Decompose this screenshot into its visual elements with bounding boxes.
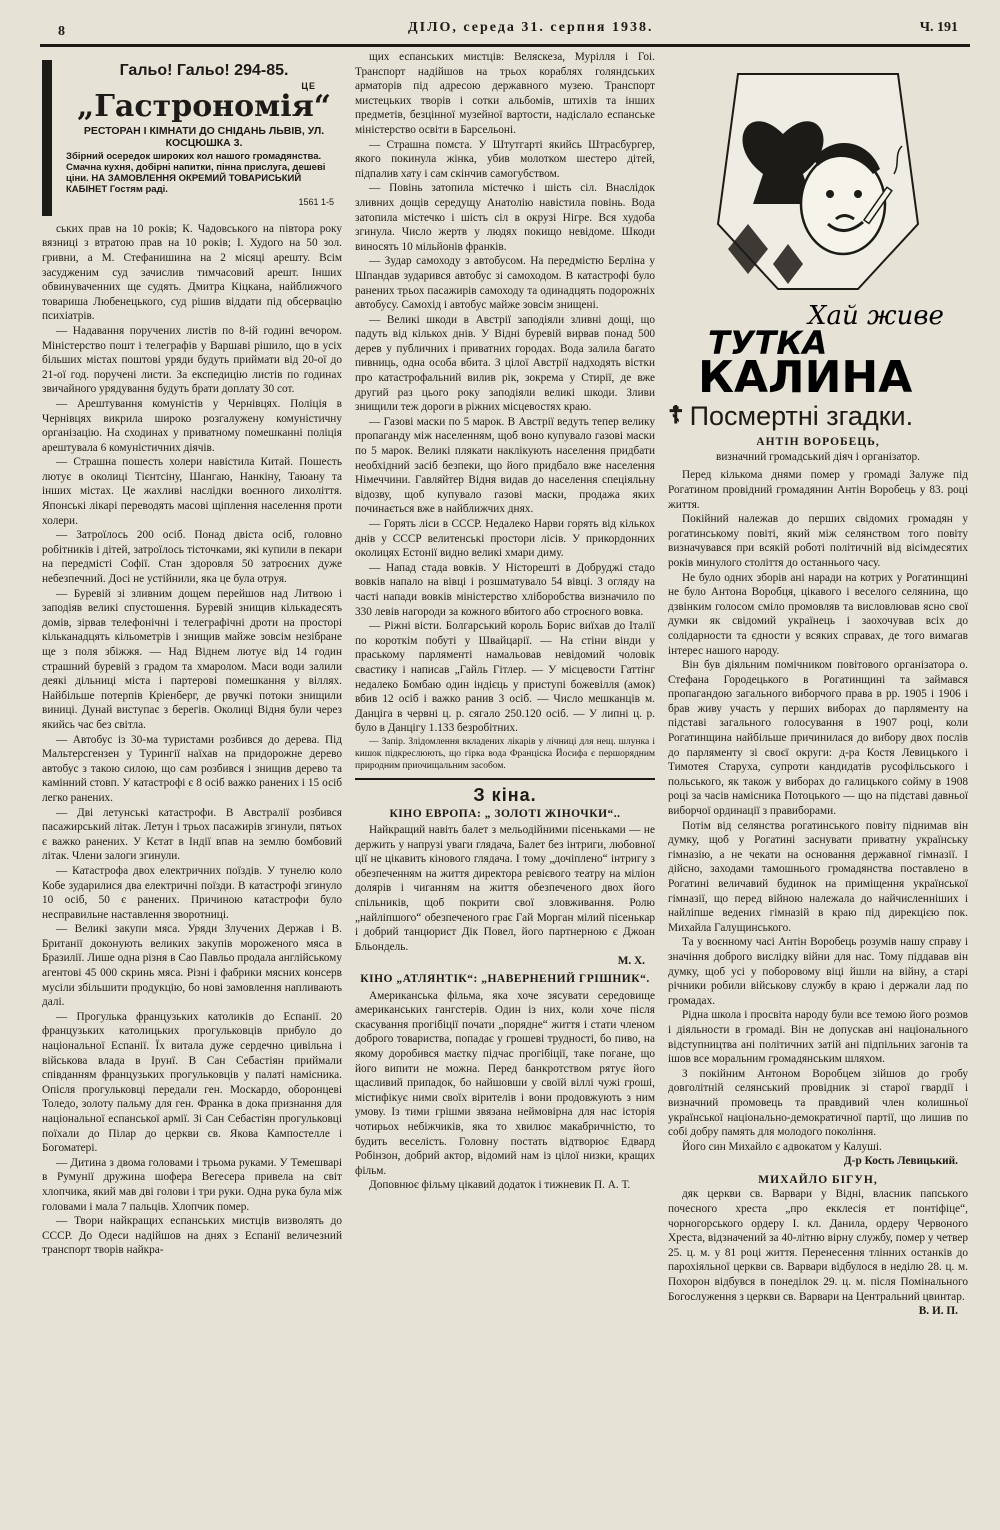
ad-ce: ЦЕ [301, 80, 316, 91]
film2-title: КІНО „АТЛЯНТІК“: „НАВЕРНЕНИЙ ГРІШНИК“. [360, 973, 650, 986]
issue-number: Ч. 191 [919, 20, 958, 35]
page-header [40, 18, 970, 47]
poster-slogan: Хай живе [808, 301, 944, 331]
article: — Повінь затопила містечко і шість сіл. Внаслідок зливних дощів середущу Анатолію навістила повінь. Вода затопила містечко і шість сіл в окрузі Нігре. Вся худоба згинула. Число жертв у людях покищо невідоме. Шкоди виносять 10 мільйонів франків. [355, 182, 655, 253]
film1-title: КІНО ЕВРОПА: „ ЗОЛОТІ ЖІНОЧКИ“.. [389, 807, 621, 820]
article: — Ріжні вісти. Болгарський король Борис виїхав до Італії по короткім побуті у Швайцарії. — На стіни вінди у праському парляменті намальовав невідомий чоловік свастику і написав „Гайль Гітлер. — У місцевости Гаттінг недалеко Бомбаю один індієць у приступі божевілля (амок) вбив 12 осіб і важко ранив 3 осіб. — Число мешканців м. Данціга в червні ц. р. сягало 250.120 осіб. — У липні ц. р. було в Данцігу 1.133 безробітних. [355, 620, 655, 735]
column-1 [42, 50, 342, 1258]
section-divider [355, 778, 655, 780]
article: — Зудар самоходу з автобусом. На передмістю Берліна у Шпандав зударився автобус зі самоходом. В катастрофі було ранених трьох пасажирів самоходу та одинадцять подорожніх автобусу. Самохід і автобус майже зовсім знищені. [355, 255, 655, 312]
article: — Напад стада вовків. У Ністорешті в Добруджі стадо вовків напало на вівці і розшматувало 54 вівці. З огляду на часті напади вовків міністерство хліборобства визначило по 330 левів нагороди за кожного вбитого або строєного вовка. [355, 561, 655, 618]
ad-description: Збірний осередок широких кол нашого громадянства. Смачна кухня, добірні напитки, пінна прислуга, дешеві ціни. НА ЗАМОВЛЕННЯ ОКРЕМИЙ ТОВАРИСЬКИЙ КАБІНЕТ Гостям раді. [66, 151, 326, 196]
article: — Страшна помста. У Штутгарті якийсь Штрасбургер, якого покинула жінка, убив молотком шестеро дітей, підпалив хату і сам скінчив самогубством. [355, 138, 655, 180]
poster-brand-2: КАЛИНА [698, 352, 913, 394]
obituary-text: Він був діяльним помічником повітового організатора о. Стефана Городецького в Рогатинщині та займався пропагандою загального виборчого права в рр. 1905 і 1906 і брав живу участь у перших виборах до парляменту на підставі загального голосування в 1907 році, коли Рогатинщина найбільше причинилася до вибору двох послів до парляменту зі своєї округи: д-ра Костя Левицького і Тимотея Старуха, супроти кандидатів русофільського і польського, як також у виборах до галицького сойму в 1908 році за часів намісника Потоцького — що на підставі давньої виборчої ординації з правиборами. [668, 659, 968, 818]
ad-name: „Гастрономія“ [76, 89, 332, 125]
obituary-text: З покійним Антоном Воробцем зійшов до гробу довголітній селянський провідник зі старої гвардії і визначний промовець та правдивий член колишньої української національно-демократичної партії, що лишив по собі добру память для молодого покоління. [668, 1067, 968, 1139]
article: — Автобус із 30-ма туристами розбився до дерева. Під Мальтерсгензен у Турингії наїхав на придорожне дерево автобус з такою силою, що сам розбився і знищив дерево та камінний стовп. У катастрофі є 8 осіб важко ранених і 15 осіб легко ранених. [42, 733, 342, 804]
obituary-1-signature: Д-р Кость Левицький. [843, 1155, 958, 1168]
article: — Твори найкращих еспанських мистців визволять до СССР. До Одеси надійшов на днях з Еспанії величезний транспорт творів найкра- [42, 1215, 342, 1257]
article: — Надавання поручених листів по 8-ій годині вечором. Міністерство пошт і телеграфів у Варшаві рішило, що в усіх більших містах поштові уряди будуть приймати від 20-ої до 21-ої год. поручені листи. За експедицію листів по годинах звичайного урядування будуть брати доплату 30 сот. [42, 324, 342, 396]
obituary-text: Не було одних зборів ані наради на котрих у Рогатинщині не було Антона Воробця, цікавого і веселого селянина, що дзвінким голосом сміло промовляв та висловлював ясно свої думки як свідомий українець і заохочував всіх до солідарности та єдности у всяких справах, де того вимагав інтерес нашого народу. [668, 571, 968, 657]
tutka-kalyna-poster [668, 54, 968, 399]
article: — Прогулька французьких католиків до Еспанії. 20 французьких католицьких прогульковців прибуло до національної Еспанії. Їх витала дуже сердечно цивільна і військова влада в Ірунї. В Сан Себастіян приймали співданням французьких прогульковців у палаті намісника. Опісля прогульковці передали ген. Москардо, оборонцеві Толедо, золоту пальму для ген. Франка в дока признання для національної еспанської армії. Зі Сан Себастіян прогульковці поїхали до Пілар до церкви св. Якова Кампостелле і Богоматері. [42, 1010, 342, 1155]
obituary-text: Та у воєнному часі Антін Воробець розумів нашу справу і значіння доброго вислідку війни для нас. Тому піддавав він думку, щоб усі у поборовому віці йшли на війну, а старі річники робили військову службу в краю і держали лад по громадах. [668, 936, 968, 1007]
cross-icon: ☦ [668, 401, 684, 429]
obituary-1-name: АНТІН ВОРОБЕЦЬ, [756, 436, 880, 449]
obituary-text: Перед кількома днями помер у громаді Залуже під Рогатином провідний громадянин Антін Воробець у 83. році життя. [668, 469, 968, 511]
film2-review: Американська фільма, яка хоче зясувати середовище американських гангстерів. Один із них, коли хоче після скасування прогібіції почати „порядне“ життя і стати членом доброго товариства, попадає у грошеві трудності, бо пиво, на якому доробився маєтку підчас прогібіції, таке погане, що його випити не можна. Перед банкротством рятує його щасливий припадок, бо найшовши у своїй віллі чужі гроші, містифікує ними своїх вірителів і вони продовжують з ним умову. Із тими грішми звязана неймовірна для нас історія чотирьох небіжчиків, яка то хвилює макабричністю, то будить веселість. Головну постать відтворює Едвард Робінзон, добрий актор, відомий нам із цілої низки, кращих фільм. [355, 989, 655, 1177]
obituary-2-signature: В. И. П. [918, 1305, 958, 1318]
obituary-text: Його син Михайло є адвокатом у Калуші. [682, 1140, 882, 1153]
obituary-text: Покійний належав до перших свідомих громадян у рогатинському повіті, який між селянством того повіту визначувався при всякій роботі політичній від вісімдесятих років минулого століття до останнього часу. [668, 513, 968, 569]
article: — Катастрофа двох електричних поїздів. У тунелю коло Кобе зударилися два електричні поїзди. В катастрофі згинуло 10 осіб, 50 є ранених. Причиною катастрофи було несправильне наставлення зворотниці. [42, 864, 342, 921]
ad-phone: Гальо! Гальо! 294-85. [119, 62, 289, 79]
article: — Дитина з двома головами і трьома руками. У Темешварі в Румунії дружина шофера Вегесера привела на світ хлопчика, який мав дві голови і три руки. Одна рука була між головами і мала 7 пальців. Хлопчик помер. [42, 1156, 342, 1213]
zapir-note: — Запір. Злідомлення вкладених лікарів у лічниці для нещ. шлунка і кишок підкреслюють, що гірка вода Франціска Йосифа є першорядним природним приочищальним засобом. [355, 736, 655, 771]
column-3 [668, 50, 968, 1319]
page-number: 8 [58, 24, 65, 39]
article: — Великі шкоди в Австрії заподіяли зливні дощі, що падуть від кількох днів. У Відні буревій вирвав понад 500 дерев у публичних і приватних городах. Вода залила багато пивниць, одна особа вбита. З цілої Австрії надходять вістки про катастрофальний вилив рік, зокрема у Стирії, де вже другий раз цього року заподіяли великі шкоди. Зливи знищили теж дороги в ріжних місцевостях краю. [355, 313, 655, 414]
masthead: ДІЛО, середа 31. серпня 1938. [408, 20, 654, 35]
article: — Великі закупи мяса. Уряди Злучених Держав і В. Британії доконують великих закупів мороженого мяса в Бразилії. Лише одна різня в Сао Павльо продала англійському агентові 45 000 скринь мяса. Різні і фабрики мясних консерв мусіли збільшити продукцію, бо нові замовлення напливають далі. [42, 923, 342, 1009]
column-2 [355, 50, 655, 1193]
obituary-text: Рідна школа і просвіта народу були все темою його розмов і діяльности в громаді. Він не допускав ані національного відступництва ані політичних затій ані підпільних загонів та ішов все моральним громадянським шляхом. [668, 1009, 968, 1066]
article: — Газові маски по 5 марок. В Австрії ведуть тепер велику пропаганду між населенням, щоб воно купувало газові маски по 5 марок. Великі плякати наклікують населення придбати необхідний засіб безпеки, що його придбало вже населення Німеччини. Гавляйтер Відня видав до населення спеціяльну відозву, щоб купувало газові маски, продажа яких починається вже в найближчих днях. [355, 415, 655, 516]
article: — Арештування комуністів у Чернівцях. Поліція в Чернівцях викрила широко розгалужену комуністичну організацію. На сходинах у приватному помешканні поліція арештувала 6 комуністичних діячів. [42, 397, 342, 454]
poster-brand-1: ТУТКА [708, 324, 828, 362]
article: — Горять ліси в СССР. Недалеко Нарви горять від кількох днів у СССР велитенські простори лісів. У прикордонних околицях Естонії видно великі хмари диму. [355, 518, 655, 560]
gastronomia-ad [42, 60, 342, 216]
film2-extra: Доповнює фільму цікавий додаток і тижневик П. А. Т. [369, 1179, 631, 1192]
obituary-2-name: МИХАЙЛО БІГУН, [758, 1173, 878, 1186]
obituary-2-text: дяк церкви св. Варвари у Відні, власник папського почесного хреста „про екклесія ет понтіфіце“, чорногорського ордеру І. кл. Данила, ордеру Червоного Хреста, відзначений за 40-літню вірну службу, помер у четвер 25. ц. м. у 81 році життя. Перенесення тлінних останків до парохіяльної церкви св. Варвари відбулося в неділю 28. ц. м. Похорон відбувся в понеділок 29. ц. м. після Помінального Богослуження з церкви св. Варвари на Центральний цвинтар. [668, 1188, 968, 1303]
article: — Буревій зі зливним дощем перейшов над Литвою і заподіяв великі спустошення. Буревій знищив кількадесять домів, зірвав телефонічні і телеграфічні дроти на просторі кільканадцять кільометрів і знищив майже зовсім незібране ще з поля збіжжя. — Над Віднем лютує від 14 годин страшний буревій з градом та хмаролом. Маси води залили деякі дільниці міста і партерові помешкання у віллях. Найбільше потерпів Кріенберг, де рвучкі потоки знищили виниці. Дунай виступає з берегів. Околиці Відня були через якийсь час без світла. [42, 587, 342, 731]
poster-illustration [668, 54, 968, 394]
article: щих еспанських мистців: Веляскеза, Мурілля і Гоі. Транспорт надійшов на трьох кораблях голяндських арматорів під адресою державного музею. Транспорт мистецьких творів і сотки альбомів, штихів та інших предметів, безцінної музейної вартости, надіслало еспанське міністерство освіти в Барсельоні. [355, 51, 655, 136]
obituaries-title: ☦ Посмертні згадки. [668, 400, 914, 431]
article: — Страшна пошесть холери навістила Китай. Пошесть лютує в околиці Тієнтсіну, Шангаю, Нанкіну, Таюану та інших містах. Це жахливі наслідки воєнного лихоліття. Японські лікарі переводять масові щіплення населення проти холери. [42, 456, 342, 527]
film-section-title: З кіна. [473, 784, 537, 805]
obituary-1-role: визначний громадський діяч і організатор. [716, 450, 920, 463]
obituary-text: Потім від селянства рогатинського повіту піднимав він думку, щоб у Рогатині заснувати приватну українську гімназію, а не чекати на основання державної гімназії. І дійсно, заходами тамошнього громадянства поставлено в Рогатині величавий будинок на приміщення української гімназії, що перед війною належала до найчисленніших і найліпше ведених гімназій в краю під дирекцією пок. Михайла Галущинського. [668, 819, 968, 934]
ad-code: 1561 1-5 [298, 197, 334, 208]
film1-signature: М. Х. [617, 955, 645, 968]
film1-review: Найкращий навіть балет з мельодійними пісеньками — не держить у напрузі уваги глядача, Балет без інтриги, любовної ції не цікавить кінового глядача. І тому „дочіплено“ інтригу з обезпеченням на життя директора ревієвого театру на міліон долярів і чиганням на життя обезпеченого двох його спільників, щоб покрити свої зловживання. Ролю „найліпшого“ обезпеченого грає Гай Морган мілий пісенькар і добрий танцюрист Дік Повел, його партнерною є Джоан Бльондель. [355, 824, 655, 953]
article: — Дві летунські катастрофи. В Австралії розбився пасажирський літак. Летун і трьох пасажирів згинули, пятьох є важко ранених. У Кєтат в Індії впав на землю бомбовий літак. Члени залоги згинули. [42, 806, 342, 863]
article: — Затроїлось 200 осіб. Понад двіста осіб, головно робітників і дітей, затроїлось тісточками, які купили в пекари на передмісті Софії. Стан здоровля 50 затроєних дуже небезпечний. Досі не устійнили, яка це була отруя. [42, 529, 342, 586]
article: ських прав на 10 років; К. Чадовського на півтора року вязниці з втратою прав на 10 років; І. Худого на 50 зол. гривни, а М. Стефанишина на 2 місяці арешту. Всім засудженим суд зачислив тимчасовий арешт. Інших обвинуваченних ще судять. Дмитра Кіцкана, найближчого товариша Любенецького, суд рішив віддати під обсервацію психіатрів. [42, 222, 342, 323]
ad-address: РЕСТОРАН І КІМНАТИ ДО СНІДАНЬ ЛЬВІВ, УЛ. КОСЦЮШКА 3. [83, 125, 325, 150]
